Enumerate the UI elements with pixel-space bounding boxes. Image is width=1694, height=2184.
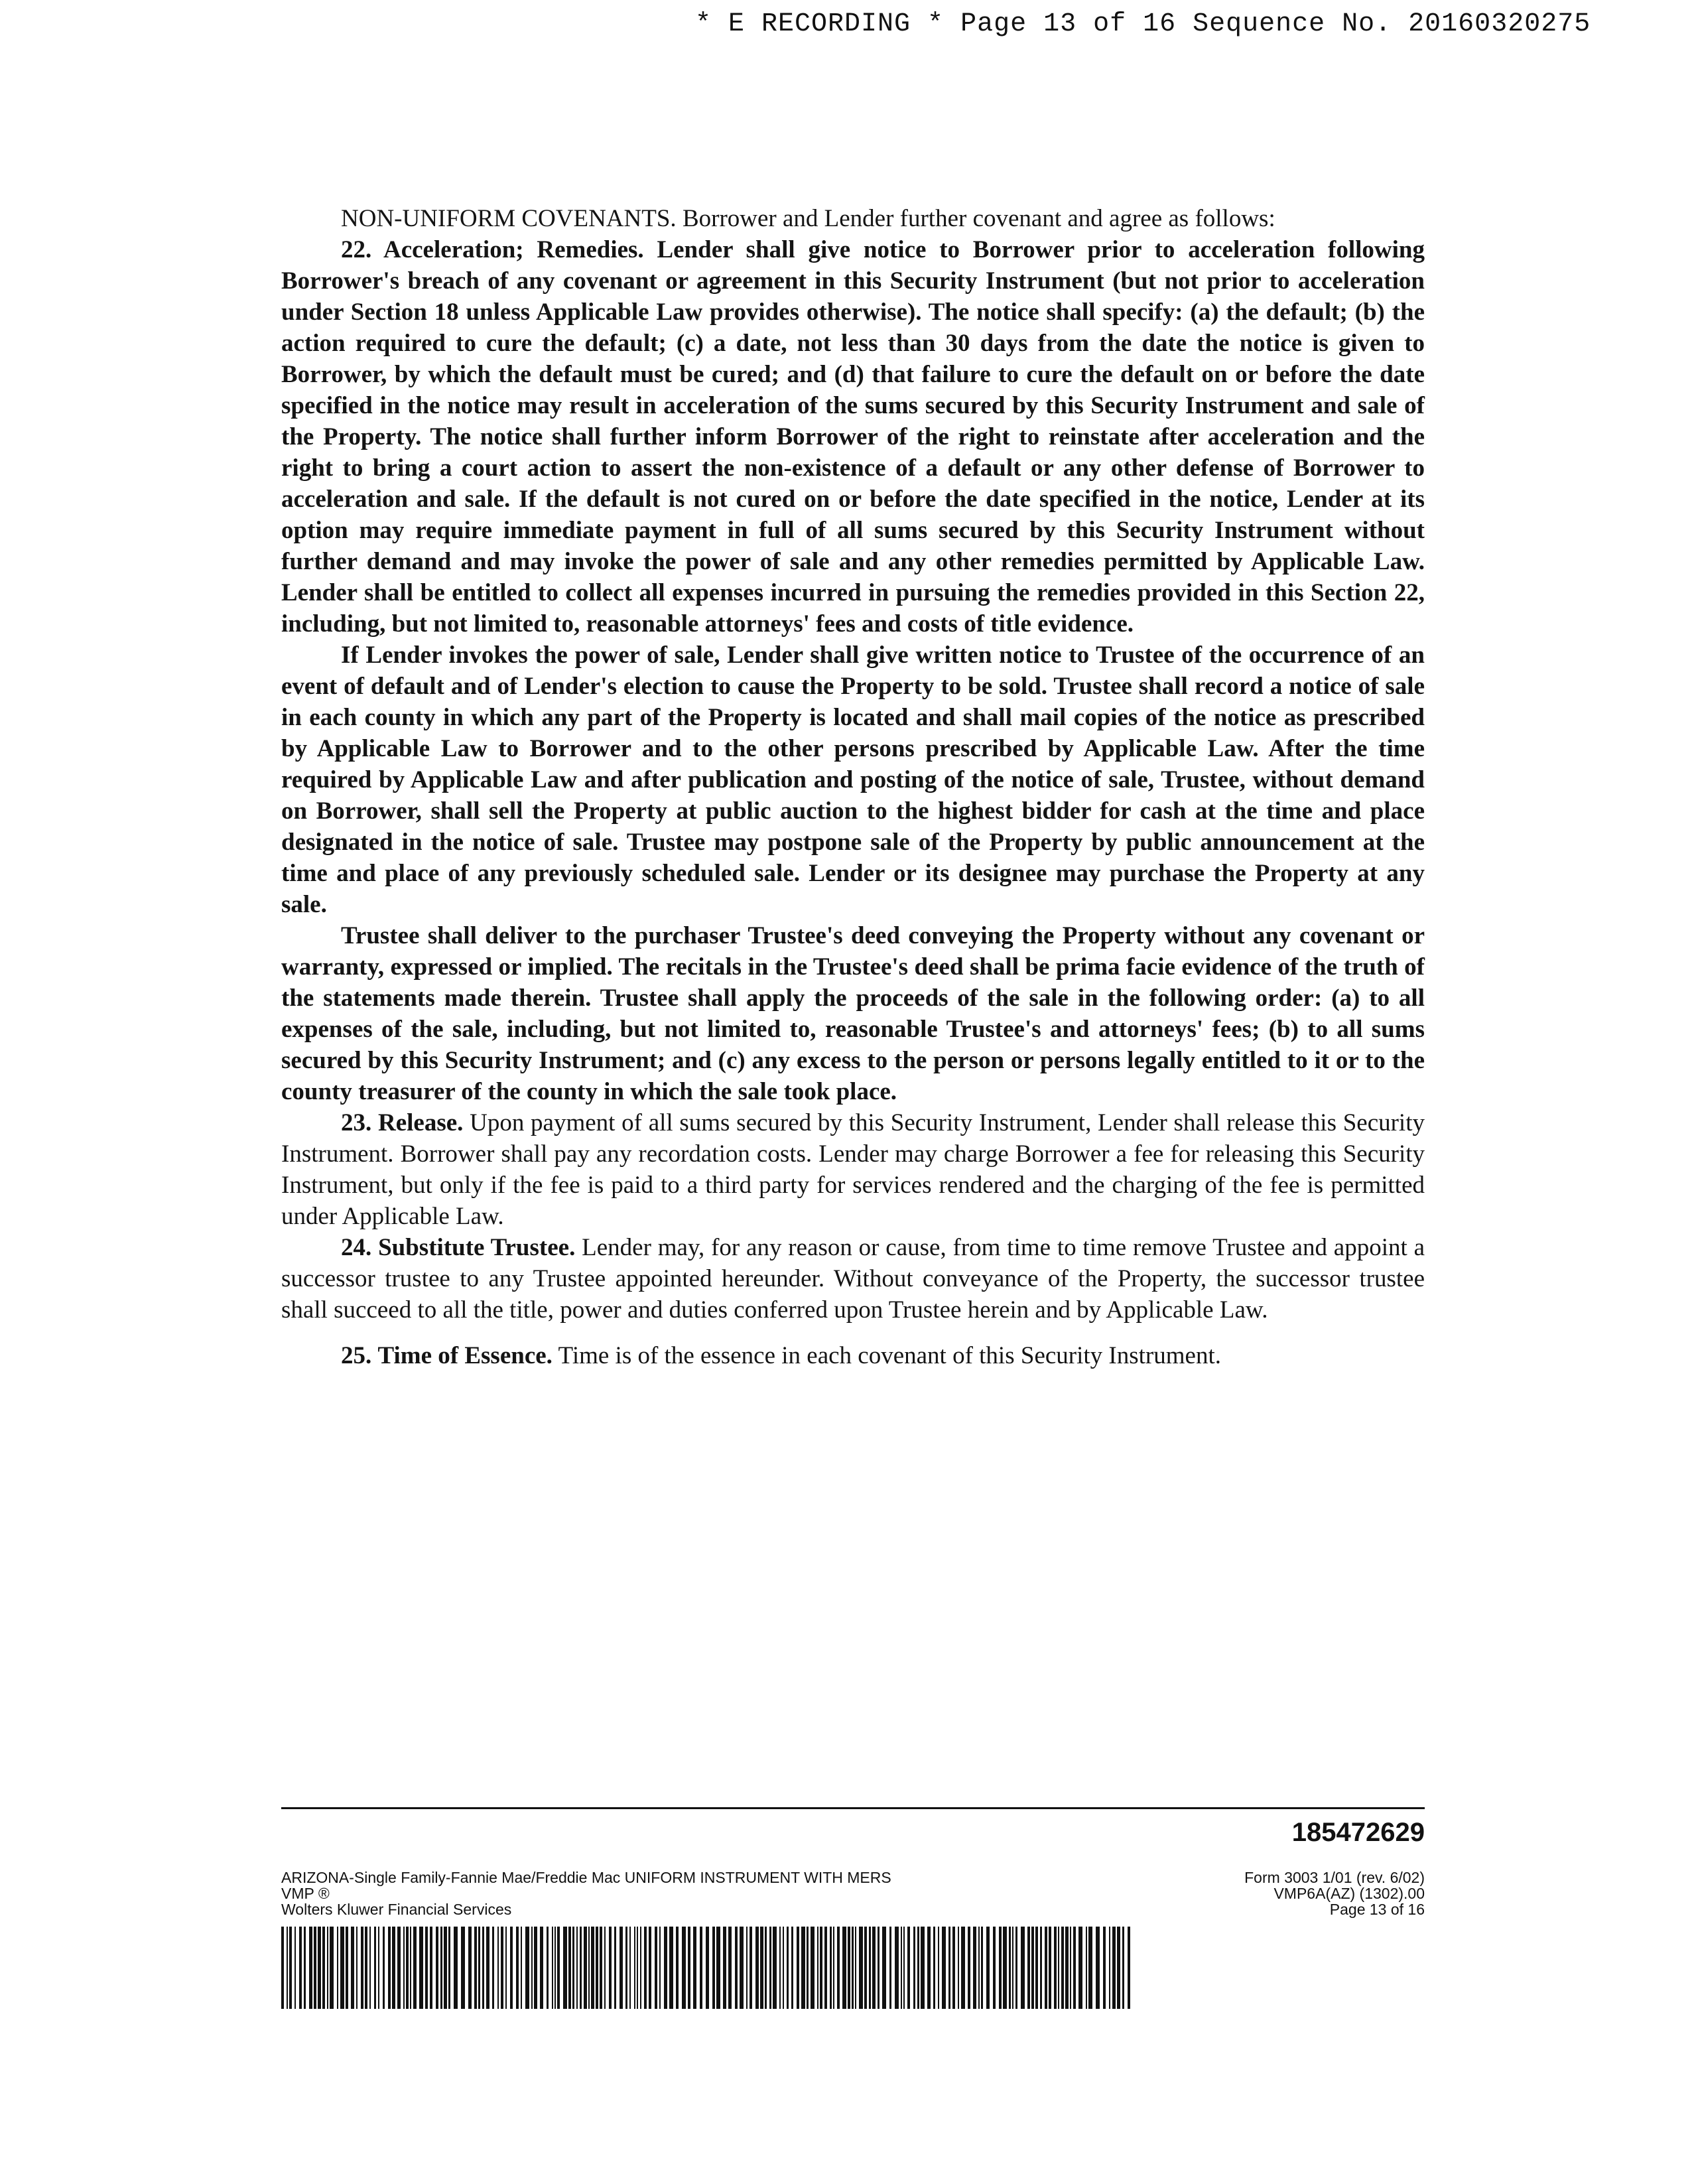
barcode-bar [576, 1927, 578, 2009]
barcode-bar [356, 1927, 358, 2009]
barcode-bar [817, 1927, 818, 2009]
barcode-bar [833, 1927, 834, 2009]
barcode-bar [848, 1927, 850, 2009]
barcode-bar [740, 1927, 744, 2009]
barcode-bar [968, 1927, 970, 2009]
barcode-bar [1003, 1927, 1007, 2009]
barcode-bar [869, 1927, 871, 2009]
barcode-bar [872, 1927, 876, 2009]
section-24-number: 24. [341, 1234, 372, 1261]
barcode-bar [644, 1927, 647, 2009]
barcode-bar [1078, 1927, 1082, 2009]
barcode-bar [1086, 1927, 1087, 2009]
barcode-bar [521, 1927, 522, 2009]
barcode-bar [952, 1927, 955, 2009]
barcode-bar [419, 1927, 423, 2009]
barcode-bar [337, 1927, 338, 2009]
form-code: VMP6A(AZ) (1302).00 [1273, 1885, 1425, 1902]
footer-form-info [281, 1870, 891, 1917]
barcode-bar [397, 1927, 401, 2009]
barcode-bar [659, 1927, 661, 2009]
barcode-bar [820, 1927, 822, 2009]
section-24-text: Lender may, for any reason or cause, from time to time remove Trustee and appoint a successor trustee to any Trustee appointed hereunder. Without conveyance of the Property, the successor trustee shall succeed to all the title, power and duties conferred upon Trustee herein and by Applicable Law. [281, 1234, 1425, 1324]
barcode-bar [801, 1927, 805, 2009]
barcode-bar [1061, 1927, 1064, 2009]
barcode-bar [755, 1927, 759, 2009]
barcode-bar [664, 1927, 667, 2009]
barcode-bar [981, 1927, 983, 2009]
barcode-bar [700, 1927, 702, 2009]
barcode-bar [588, 1927, 590, 2009]
barcode-bar [413, 1927, 417, 2009]
barcode-bar [716, 1927, 720, 2009]
barcode-bar [746, 1927, 748, 2009]
barcode-bar [682, 1927, 686, 2009]
section-23-number: 23. [341, 1109, 372, 1136]
barcode-bar [903, 1927, 905, 2009]
barcode-bar [1054, 1927, 1057, 2009]
section-22-paragraph-2: If Lender invokes the power of sale, Lender shall give written notice to Trustee of the occurrence of an event of default and of Lender's election to cause the Property to be sold. Trustee shall record a notice of sale in each county in which any part of the Property is located and shall mail copies of the notice as prescribed by Applicable Law to Borrower and to the other persons prescribed by Applicable Law. After the time required by Applicable Law and after publication and posting of the notice of sale, Trustee, without demand on Borrower, shall sell the Property at public auction to the highest bidder for cash at the time and place designated in the notice of sale. Trustee may postpone sale of the Property by public announcement at the time and place of any previously scheduled sale. Lender or its designee may purchase the Property at any sale. [281, 642, 1425, 918]
barcode-bar [340, 1927, 344, 2009]
barcode-bar [482, 1927, 484, 2009]
barcode-bar [978, 1927, 980, 2009]
barcode-bar [497, 1927, 499, 2009]
barcode-bar [547, 1927, 549, 2009]
barcode-bar [760, 1927, 763, 2009]
barcode-bar [688, 1927, 690, 2009]
barcode-bar [1096, 1927, 1100, 2009]
barcode-bar [649, 1927, 651, 2009]
barcode-bar [1035, 1927, 1038, 2009]
section-25-text: Time is of the essence in each covenant of this Security Instrument. [552, 1342, 1221, 1369]
barcode-bar [1112, 1927, 1116, 2009]
barcode-bar [388, 1927, 391, 2009]
barcode-bar [1122, 1927, 1124, 2009]
barcode-bar [629, 1927, 631, 2009]
barcode-bar [735, 1927, 738, 2009]
barcode-bar [749, 1927, 752, 2009]
barcode-bar [563, 1927, 567, 2009]
barcode-bar [614, 1927, 616, 2009]
section-23-text: Upon payment of all sums secured by this Security Instrument, Lender shall release this Security Instrument. Borrower shall pay any recordation costs. Lender may charge Borrower a fee for releasing this Security Instrument, but only if the fee is paid to a third party for services rendered and the charging of the fee is permitted under Applicable Law. [281, 1109, 1425, 1230]
barcode-bar [625, 1927, 627, 2009]
barcode-bar [299, 1927, 302, 2009]
intro-paragraph [281, 203, 1425, 234]
barcode-bar [444, 1927, 447, 2009]
barcode-bar [557, 1927, 560, 2009]
barcode-bar [999, 1927, 1002, 2009]
barcode-bar [1009, 1927, 1011, 2009]
barcode-bar [1070, 1927, 1071, 2009]
barcode-bar [600, 1927, 602, 2009]
section-23-paragraph [281, 1107, 1425, 1232]
barcode-bar [640, 1927, 641, 2009]
barcode-bar [913, 1927, 915, 2009]
barcode-bar [986, 1927, 990, 2009]
barcode-bar [878, 1927, 880, 2009]
barcode-bar [454, 1927, 458, 2009]
barcode-bar [436, 1927, 438, 2009]
barcode-bar [706, 1927, 709, 2009]
barcode-bar [1117, 1927, 1120, 2009]
barcode-bar [461, 1927, 465, 2009]
barcode-bar [516, 1927, 519, 2009]
barcode-bar [619, 1927, 623, 2009]
barcode-bar [773, 1927, 777, 2009]
barcode-bar [281, 1927, 284, 2009]
barcode-bar [596, 1927, 598, 2009]
barcode-bar [474, 1927, 477, 2009]
barcode-bar [406, 1927, 409, 2009]
barcode-bar [468, 1927, 472, 2009]
barcode-bar [824, 1927, 827, 2009]
barcode-bar [693, 1927, 696, 2009]
barcode-bar [584, 1927, 587, 2009]
barcode-bar [830, 1927, 832, 2009]
recording-stamp: * E RECORDING * Page 13 of 16 Sequence No. 20160320275 [695, 9, 1591, 39]
section-24-paragraph [281, 1232, 1425, 1326]
barcode-bar [531, 1927, 533, 2009]
barcode-bar [365, 1927, 367, 2009]
barcode-bar [378, 1927, 379, 2009]
barcode-bar [534, 1927, 537, 2009]
barcode-bar [492, 1927, 494, 2009]
barcode-bar [440, 1927, 442, 2009]
barcode-bar [374, 1927, 376, 2009]
barcode-bar [478, 1927, 480, 2009]
barcode-bar [410, 1927, 411, 2009]
intro-text: Borrower and Lender further covenant and agree as follows: [676, 205, 1275, 232]
section-24-title: Substitute Trustee. [378, 1234, 576, 1261]
barcode-bar [973, 1927, 976, 2009]
barcode-bar [609, 1927, 612, 2009]
publisher-name: Wolters Kluwer Financial Services [281, 1901, 512, 1918]
barcode-bar [403, 1927, 405, 2009]
barcode-bar [304, 1927, 306, 2009]
barcode-bar [1065, 1927, 1069, 2009]
barcode-bar [783, 1927, 784, 2009]
barcode-bar [634, 1927, 635, 2009]
barcode-bar [728, 1927, 732, 2009]
barcode-bar [669, 1927, 673, 2009]
barcode-bar [791, 1927, 793, 2009]
barcode-bar [889, 1927, 891, 2009]
barcode-bar [1027, 1927, 1030, 2009]
barcode-bar [591, 1927, 594, 2009]
section-25-number: 25. [341, 1342, 372, 1369]
barcode-bar [1031, 1927, 1034, 2009]
barcode-bar [568, 1927, 571, 2009]
barcode-bar [318, 1927, 321, 2009]
barcode-bar [554, 1927, 556, 2009]
barcode-bar [1049, 1927, 1051, 2009]
barcode-bar [1109, 1927, 1110, 2009]
barcode-bar [676, 1927, 679, 2009]
barcode-bar [383, 1927, 385, 2009]
barcode-bar [346, 1927, 348, 2009]
barcode-bar [505, 1927, 507, 2009]
document-body [281, 203, 1425, 1371]
barcode-bar [322, 1927, 325, 2009]
barcode-bar [1012, 1927, 1013, 2009]
barcode-bar [787, 1927, 789, 2009]
barcode-bar [637, 1927, 638, 2009]
section-22-paragraph [281, 234, 1425, 640]
barcode-bar [852, 1927, 854, 2009]
barcode-bar [712, 1927, 715, 2009]
barcode-bar [723, 1927, 726, 2009]
barcode-bar [425, 1927, 428, 2009]
page-number: Page 13 of 16 [1329, 1901, 1425, 1918]
barcode-bar [655, 1927, 657, 2009]
barcode-bar [289, 1927, 292, 2009]
barcode-bar [361, 1927, 363, 2009]
barcode-bar [882, 1927, 886, 2009]
barcode-bar [430, 1927, 432, 2009]
barcode-bar [1073, 1927, 1076, 2009]
barcode-bar [765, 1927, 767, 2009]
barcode-bar [927, 1927, 931, 2009]
barcode-bar [294, 1927, 296, 2009]
barcode-bar [1045, 1927, 1047, 2009]
section-22-text: Lender shall give notice to Borrower prior to acceleration following Borrower's breach of any covenant or agreement in this Security Instrument (but not prior to acceleration under Section 18 unless Applicable Law provides otherwise). The notice shall specify: (a) the default; (b) the action required to cure the default; (c) a date, not less than 30 days from the date the notice is given to Borrower, by which the default must be cured; and (d) that failure to cure the default on or before the date specified in the notice may result in acceleration of the sums secured by this Security Instrument and sale of the Property. The notice shall further inform Borrower of the right to reinstate after acceleration and the right to bring a court action to assert the non-existence of a default or any other defense of Borrower to acceleration and sale. If the default is not cured on or before the date specified in the notice, Lender at its option may require immediate payment in full of all sums secured by this Security Instrument without further demand and may invoke the power of sale and any other remedies permitted by Applicable Law. Lender shall be entitled to collect all expenses incurred in pursuing the remedies provided in this Section 22, including, but not limited to, reasonable attorneys' fees and costs of title evidence. [281, 236, 1425, 638]
section-23-title: Release. [377, 1109, 464, 1136]
barcode-bar [842, 1927, 846, 2009]
barcode-bar [540, 1927, 543, 2009]
barcode-bar [769, 1927, 771, 2009]
loan-number: 185472629 [1291, 1818, 1425, 1847]
barcode-bar [797, 1927, 799, 2009]
section-25-paragraph [281, 1340, 1425, 1371]
barcode-bar [1058, 1927, 1059, 2009]
barcode-bar [501, 1927, 503, 2009]
barcode-bar [948, 1927, 950, 2009]
barcode-bar [314, 1927, 316, 2009]
barcode-bar [552, 1927, 553, 2009]
form-number: Form 3003 1/01 (rev. 6/02) [1244, 1869, 1425, 1886]
barcode-bar [309, 1927, 312, 2009]
barcode-bar [1021, 1927, 1025, 2009]
barcode-bar [1015, 1927, 1017, 2009]
barcode-bar [1088, 1927, 1092, 2009]
barcode-bar [855, 1927, 856, 2009]
form-title: ARIZONA-Single Family-Fannie Mae/Freddie Mac UNIFORM INSTRUMENT WITH MERS [281, 1869, 891, 1886]
barcode-bar [1103, 1927, 1106, 2009]
vmp-mark: VMP ® [281, 1885, 330, 1902]
barcode-bar [525, 1927, 529, 2009]
section-25-title: Time of Essence. [377, 1342, 553, 1369]
barcode-bar [392, 1927, 395, 2009]
barcode-bar [917, 1927, 919, 2009]
barcode-bar [907, 1927, 910, 2009]
barcode-bar [369, 1927, 371, 2009]
barcode-bar [938, 1927, 939, 2009]
section-22-number: 22. [341, 236, 372, 263]
barcode-bar [330, 1927, 334, 2009]
barcode-bar [895, 1927, 899, 2009]
barcode-bar [510, 1927, 513, 2009]
barcode-bar [901, 1927, 902, 2009]
barcode-bar [1040, 1927, 1042, 2009]
barcode-bar [287, 1927, 288, 2009]
barcode-bar [993, 1927, 996, 2009]
barcode-bar [486, 1927, 489, 2009]
section-22-paragraph-3: Trustee shall deliver to the purchaser Trustee's deed conveying the Property without any covenant or warranty, expressed or implied. The recitals in the Trustee's deed shall be prima facie evidence of the truth of the statements made therein. Trustee shall apply the proceeds of the sale in the following order: (a) to all expenses of the sale, including, but not limited to, reasonable Trustee's and attorneys' fees; (b) to all sums secured by this Security Instrument; and (c) any excess to the person or persons legally entitled to it or to the county treasurer of the county in which the sale took place. [281, 922, 1425, 1105]
footer-form-codes [1154, 1870, 1425, 1917]
barcode-bar [580, 1927, 582, 2009]
barcode-bar [448, 1927, 450, 2009]
barcode-bar [351, 1927, 354, 2009]
section-22-title: Acceleration; Remedies. [383, 236, 644, 263]
barcode-bar [859, 1927, 863, 2009]
footer-divider [281, 1807, 1425, 1809]
barcode-bar [942, 1927, 946, 2009]
barcode-bar [572, 1927, 574, 2009]
barcode-bar [779, 1927, 781, 2009]
barcode-bar [864, 1927, 867, 2009]
barcode-bar [921, 1927, 925, 2009]
barcode-bar [604, 1927, 606, 2009]
barcode-bar [837, 1927, 840, 2009]
barcode-bar [958, 1927, 959, 2009]
barcode-bar [807, 1927, 809, 2009]
barcode-bar [933, 1927, 935, 2009]
barcode-bar [961, 1927, 965, 2009]
barcode-bar [811, 1927, 814, 2009]
barcode-image [281, 1927, 1134, 2009]
barcode-bar [1128, 1927, 1130, 2009]
barcode-bar [327, 1927, 328, 2009]
intro-heading: NON-UNIFORM COVENANTS. [341, 205, 677, 232]
